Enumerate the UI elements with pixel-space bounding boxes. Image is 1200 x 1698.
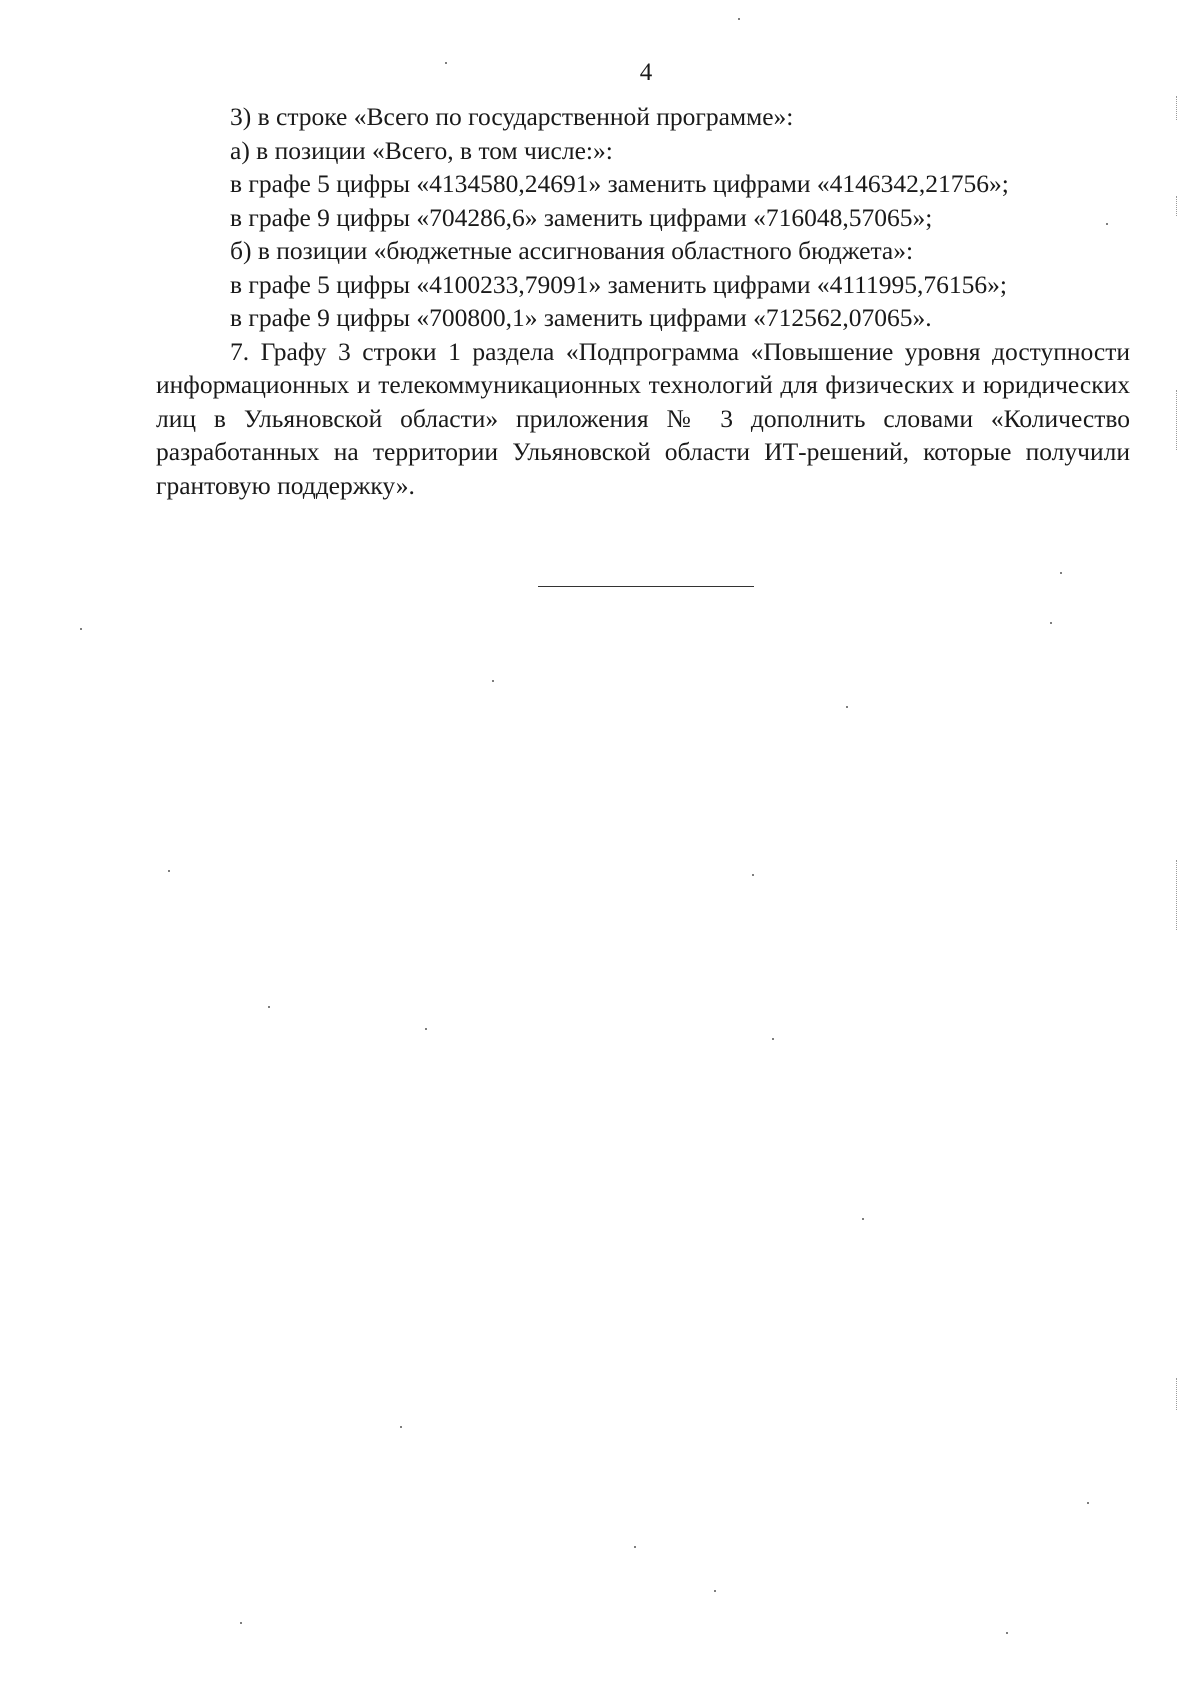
scan-speck — [445, 62, 447, 64]
scan-speck — [1106, 223, 1108, 225]
scan-speck — [752, 874, 754, 876]
scan-speck — [1006, 1632, 1008, 1634]
scan-speck — [1050, 622, 1052, 624]
scan-speck — [634, 1546, 636, 1548]
item-a-heading: а) в позиции «Всего, в том числе:»: — [230, 135, 613, 165]
item-a-column-9: в графе 9 цифры «704286,6» заменить цифрами «716048,57065»; — [230, 202, 933, 232]
margin-scan-marks — [1176, 860, 1180, 930]
item-3-heading: 3) в строке «Всего по государственной программе»: — [230, 102, 794, 131]
item-b-heading: б) в позиции «бюджетные ассигнования областного бюджета»: — [230, 236, 914, 265]
margin-scan-marks — [1176, 1378, 1180, 1410]
end-separator-line — [538, 586, 754, 587]
scan-speck — [492, 680, 494, 682]
scan-speck — [168, 870, 170, 872]
scan-speck — [268, 1006, 270, 1008]
paragraph-7: 7. Графу 3 строки 1 раздела «Подпрограмма «Повышение уровня доступности информационных и телекоммуникационных технологий для физических и юридических лиц в Ульяновской области» приложения № 3 дополнить словами «Количество разработанных на территории Ульяновской области ИТ-решений, которые получили грантовую поддержку». — [156, 336, 1130, 500]
scan-speck — [714, 1590, 716, 1592]
scan-speck — [240, 1622, 242, 1624]
item-b-column-5: в графе 5 цифры «4100233,79091» заменить цифрами «4111995,76156»; — [230, 269, 1008, 299]
scan-speck — [846, 706, 848, 708]
margin-scan-marks — [1176, 390, 1180, 450]
item-b-column-9: в графе 9 цифры «700800,1» заменить цифрами «712562,07065». — [230, 303, 932, 332]
item-a-column-5: в графе 5 цифры «4134580,24691» заменить цифрами «4146342,21756»; — [230, 169, 1009, 198]
scan-speck — [80, 628, 82, 630]
scan-speck — [1087, 1502, 1089, 1504]
scan-speck — [772, 1038, 774, 1040]
scan-speck — [425, 1028, 427, 1030]
scan-speck — [1060, 572, 1062, 574]
margin-scan-marks — [1176, 196, 1180, 216]
scan-speck — [400, 1426, 402, 1428]
margin-scan-marks — [1176, 96, 1180, 120]
page-number: 4 — [639, 59, 653, 86]
scan-speck — [738, 18, 740, 20]
document-body — [156, 100, 1130, 502]
scan-speck — [862, 1218, 864, 1220]
